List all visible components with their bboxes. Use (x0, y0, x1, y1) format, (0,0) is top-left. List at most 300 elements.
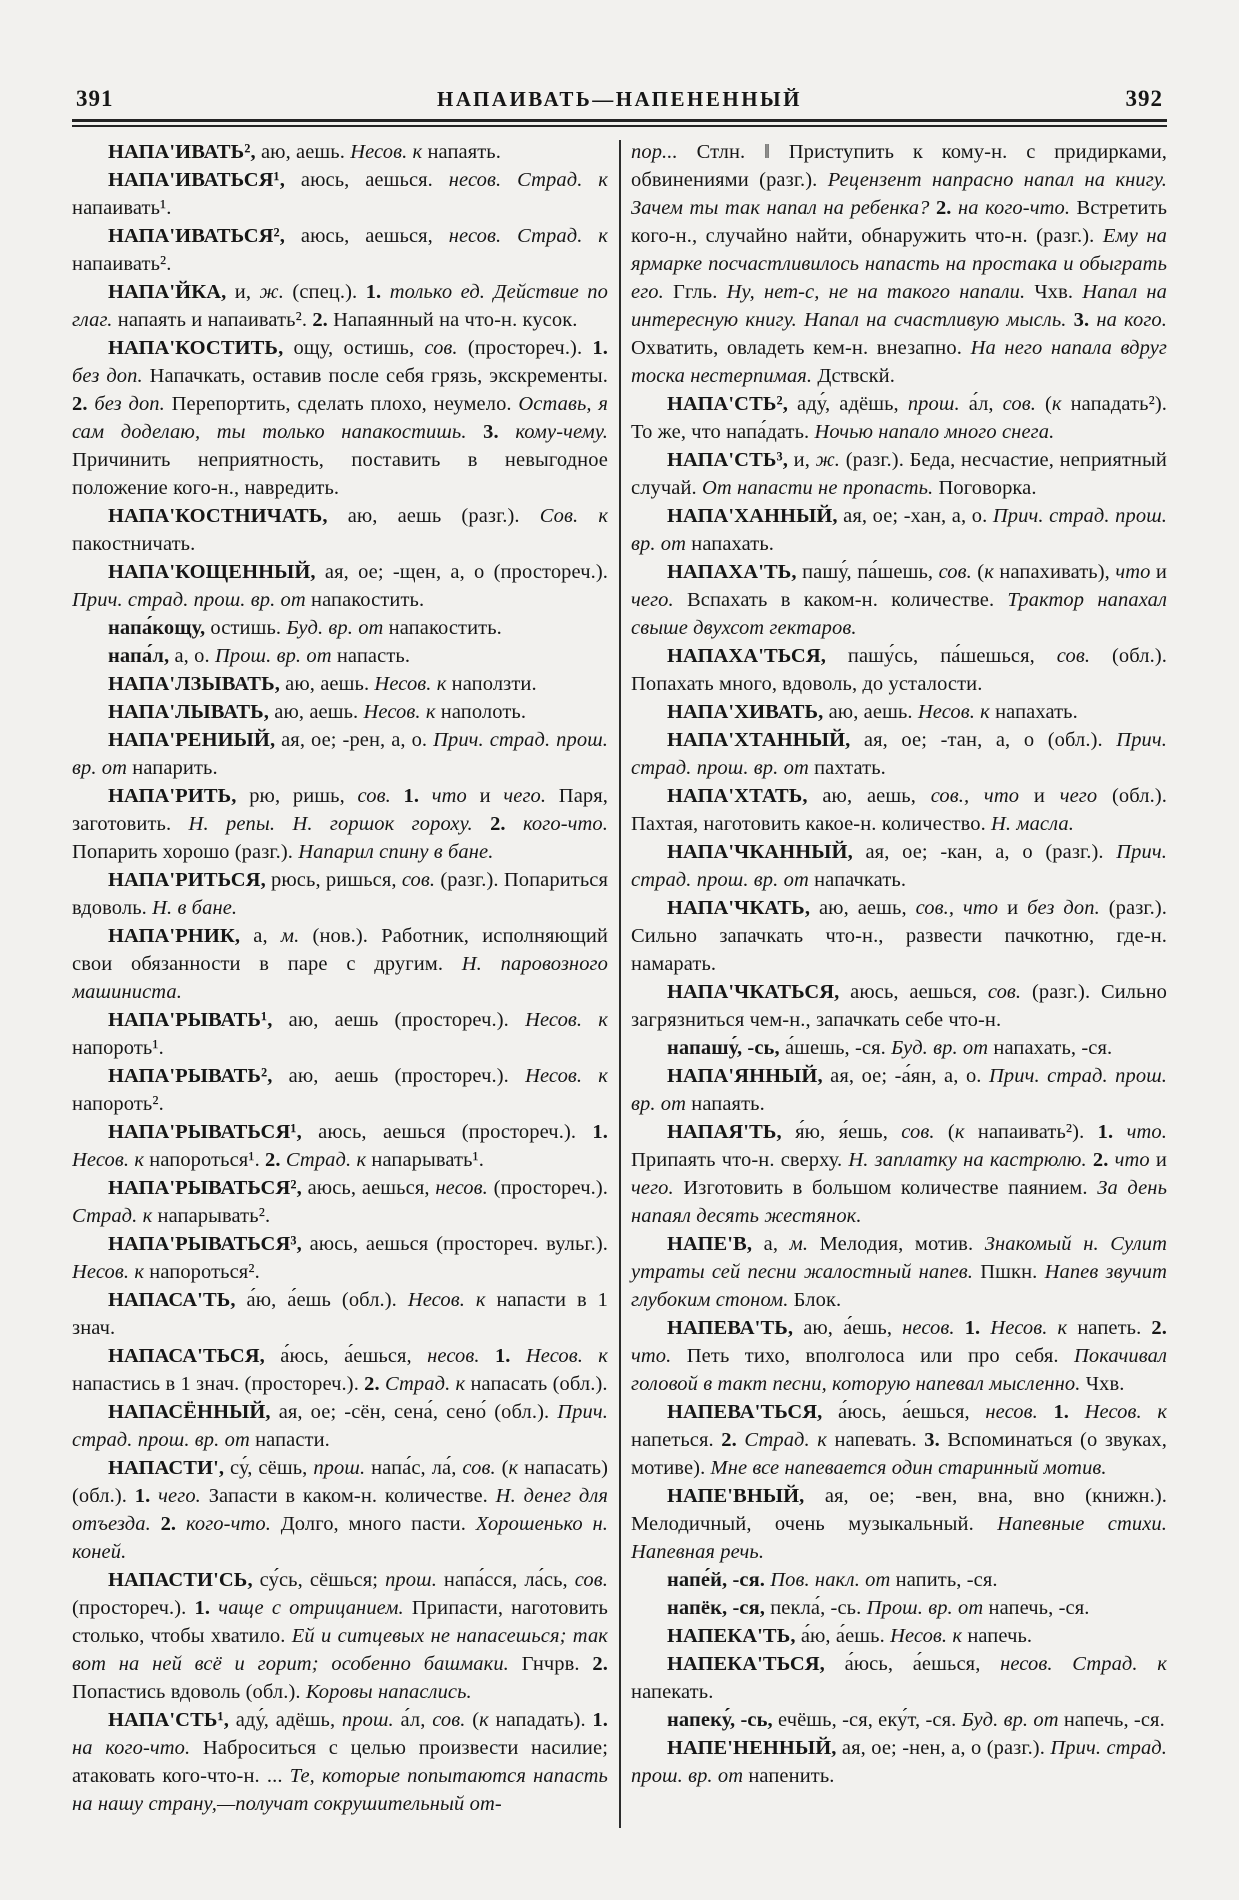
text-segment: аю, аешь (простореч.). (288, 1009, 526, 1031)
text-segment: напарывать². (157, 1205, 271, 1227)
text-segment: и, (234, 281, 260, 303)
text-segment: Прич. страд. прош. вр. от (631, 841, 1167, 891)
text-segment: Сов. к (539, 505, 609, 527)
dictionary-entry (631, 1594, 1167, 1622)
text-segment: ( (1044, 393, 1052, 415)
text-segment: остишь. (210, 617, 287, 639)
text-segment: Вспахать в каком-н. количестве. (687, 589, 1008, 611)
entry-headword: НАПА'КОСТНИЧАТЬ, (108, 505, 348, 527)
dictionary-entry (72, 1118, 608, 1174)
text-segment: напасать) (обл.). (72, 1457, 608, 1507)
dictionary-entry (631, 390, 1167, 446)
dictionary-entry (72, 670, 608, 698)
text-segment: напа́с, ла́, (371, 1457, 463, 1479)
text-segment: напечь, -ся. (988, 1597, 1090, 1619)
text-segment: Несов. к (407, 1289, 497, 1311)
text-segment: а́юсь, а́ешься, (838, 1401, 986, 1423)
text-segment: ( (472, 1709, 480, 1731)
entry-headword: НАПЕ'ВНЫЙ, (667, 1485, 825, 1507)
text-segment: аюсь, аешься, (850, 981, 988, 1003)
entry-headword: НАПА'СТЬ², (667, 393, 798, 415)
text-segment: 2. (935, 197, 958, 219)
text-segment: сов., что (930, 785, 1034, 807)
entry-headword: НАПА'ХТАННЫЙ, (667, 729, 864, 751)
text-segment: Попарить хорошо (разг.). (72, 841, 299, 863)
text-segment: Долго, много пасти. (280, 1513, 476, 1535)
text-segment: Буд. вр. от (286, 617, 389, 639)
text-segment: сов. (401, 869, 441, 891)
text-segment: напасать (обл.). (470, 1373, 608, 1395)
text-segment: к (479, 1709, 496, 1731)
entry-headword: НАПА'ЧКАТЬ, (667, 897, 819, 919)
text-segment: а́л, (400, 1709, 433, 1731)
dictionary-entry (631, 446, 1167, 502)
column-left (72, 138, 608, 1828)
text-segment: Несов. к (917, 701, 996, 723)
text-segment: Прош. вр. от (866, 1597, 989, 1619)
text-segment: а́л, (968, 393, 1003, 415)
text-segment: Встретить кого-н., случайно найти, обнаружить что-н. (разг.). (631, 197, 1167, 247)
text-segment: ж. (815, 449, 846, 471)
text-segment: аду́, адёшь, (797, 393, 908, 415)
text-segment: пакостничать. (72, 533, 196, 555)
dictionary-entry (72, 614, 608, 642)
text-segment: Напаянный на что-н. кусок. (333, 309, 578, 331)
text-segment: ая, ое; -а́ян, а, о. (830, 1065, 989, 1087)
entry-headword: НАПА'РЫВАТЬСЯ², (108, 1177, 308, 1199)
text-segment: 1. (592, 1709, 608, 1731)
text-segment: аюсь, аешься, (307, 1177, 436, 1199)
text-segment: чего. (503, 785, 559, 807)
dictionary-entry (72, 922, 608, 1006)
text-segment: аюсь, аешься. (300, 169, 449, 191)
text-segment: 1. (194, 1597, 219, 1619)
dictionary-entry (72, 1454, 608, 1566)
entry-headword: НАПА'РИТЬСЯ, (108, 869, 272, 891)
text-segment: Н. паровозного машиниста. (72, 953, 608, 1003)
entry-headword: НАПА'ИВАТЬСЯ¹, (108, 169, 301, 191)
text-segment: ая, ое; -вен, вна, вно (книжн.). Мелодичный, очень музыкальный. (631, 1485, 1167, 1535)
text-segment: Ей и ситцевых не напасешься; так вот на ней всё и горит; особенно башмаки. (72, 1625, 608, 1675)
text-segment: напороть². (72, 1093, 164, 1115)
text-segment: напаять. (691, 1093, 765, 1115)
dictionary-entry (631, 1314, 1167, 1398)
text-segment: что. (1126, 1121, 1167, 1143)
dictionary-entry (631, 138, 1167, 390)
dictionary-entry (72, 1398, 608, 1454)
text-segment: чего. (631, 1177, 684, 1199)
dictionary-entry (72, 1566, 608, 1706)
dictionary-entry (631, 894, 1167, 978)
entry-headword: НАПАСТИ'СЬ, (108, 1569, 260, 1591)
text-segment: напасти. (255, 1429, 330, 1451)
text-segment: Паря, заготовить. (72, 785, 609, 835)
text-segment: (простореч.). (493, 1177, 609, 1199)
entry-headword: НАПА'ИВАТЬСЯ², (108, 225, 301, 247)
text-segment: аюсь, аешься (простореч.). (318, 1121, 593, 1143)
text-segment: чего (1059, 785, 1112, 807)
text-segment: и (479, 785, 504, 807)
text-segment: ( (947, 1121, 955, 1143)
dictionary-entry (631, 978, 1167, 1034)
text-segment: напаивать¹. (72, 197, 172, 219)
entry-headword: НАПА'ИВАТЬ², (108, 141, 261, 163)
text-segment: (простореч.). (72, 1597, 195, 1619)
entry-headword: НАПА'ЯННЫЙ, (667, 1065, 831, 1087)
text-segment: (спец.). (292, 281, 366, 303)
text-segment: аю, а́ешь, (803, 1317, 903, 1339)
dictionary-entry (72, 138, 608, 166)
text-columns (72, 138, 1167, 1828)
text-segment: несов. Страд. к (448, 225, 608, 247)
text-segment: Ему на ярмарке посчастливилось напасть на простака и обыграть его. (631, 225, 1167, 303)
entry-headword: НАПА'ЙКА, (108, 281, 235, 303)
text-segment: Прич. страд. прош. вр. от (631, 505, 1167, 555)
dictionary-entry (72, 166, 608, 222)
text-segment: Несов. к (525, 1065, 608, 1087)
dictionary-entry (631, 1398, 1167, 1482)
text-segment: прош. (385, 1569, 444, 1591)
entry-headword: НАПА'ХАННЫЙ, (667, 505, 844, 527)
text-segment: напасти в 1 знач. (72, 1289, 608, 1339)
text-segment: напачкать. (814, 869, 907, 891)
text-segment: прош. (313, 1457, 372, 1479)
text-segment: кого-что. (185, 1513, 281, 1535)
text-segment: прош. (907, 393, 969, 415)
header-rule (72, 119, 1167, 127)
entry-headword: НАПЕВА'ТЬ, (667, 1317, 804, 1339)
text-segment: на кого-что. (958, 197, 1077, 219)
text-segment: Поговорка. (938, 477, 1037, 499)
text-segment: 2. (592, 1653, 608, 1675)
text-segment: 2. (721, 1429, 745, 1451)
dictionary-entry (631, 1734, 1167, 1790)
text-segment: аю, аешь (простореч.). (288, 1065, 526, 1087)
dictionary-entry (72, 726, 608, 782)
text-segment: Прич. страд. прош. вр. от (631, 1737, 1167, 1787)
text-segment: 1. (365, 281, 390, 303)
entry-headword: НАПА'ХИВАТЬ, (667, 701, 829, 723)
dictionary-entry (631, 698, 1167, 726)
text-segment: Прич. страд. прош. вр. от (72, 729, 608, 779)
text-segment: напарить. (132, 757, 218, 779)
entry-headword: напёк, -ся, (667, 1597, 771, 1619)
text-segment: к (508, 1457, 525, 1479)
text-segment: Напевные стихи. Напевная речь. (631, 1513, 1167, 1563)
dictionary-entry (631, 502, 1167, 558)
text-segment: Изготовить в большом количестве паянием. (683, 1177, 1098, 1199)
entry-headword: напе́й, -ся. (667, 1569, 771, 1591)
text-segment: 1. (494, 1345, 526, 1367)
text-segment: м. (280, 925, 313, 947)
entry-headword: НАПА'ЛЫВАТЬ, (108, 701, 275, 723)
entry-headword: НАПАСА'ТЬСЯ, (108, 1345, 281, 1367)
text-segment: только ед. Действие по глаг. (72, 281, 608, 331)
text-segment: Дствскй. (817, 365, 895, 387)
text-segment: Запасти в каком-н. количестве. (208, 1485, 496, 1507)
dictionary-entry (72, 1062, 608, 1118)
text-segment: Мелодия, мотив. (819, 1233, 985, 1255)
text-segment: сов. (1002, 393, 1045, 415)
text-segment: ая, ое; -щен, а, о (простореч.). (324, 561, 609, 583)
text-segment: сов. (462, 1457, 502, 1479)
entry-headword: НАПАЯ'ТЬ, (667, 1121, 796, 1143)
text-segment: (разг.). Беда, несчастие, неприятный случай. (631, 449, 1167, 499)
text-segment: к (1051, 393, 1071, 415)
text-segment: сов., что (915, 897, 1008, 919)
entry-headword: НАПА'РЫВАТЬСЯ³, (108, 1233, 310, 1255)
text-segment: и, (793, 449, 816, 471)
text-segment: напакостить. (311, 589, 425, 611)
text-segment: Блок. (793, 1289, 842, 1311)
text-segment: пекла́, -сь. (770, 1597, 867, 1619)
text-segment: (разг.). Попариться вдоволь. (72, 869, 608, 919)
text-segment: напороть¹. (72, 1037, 164, 1059)
text-segment: Рецензент напрасно напал на книгу. Зачем ты так напал на ребенка? (631, 169, 1167, 219)
text-segment: сов. (901, 1121, 948, 1143)
text-segment: 1. (403, 785, 432, 807)
text-segment: на кого. (1096, 309, 1167, 331)
text-segment: кому-чему. (515, 421, 608, 443)
dictionary-entry (631, 1566, 1167, 1594)
text-segment: ая, ое; -рен, а, о. (281, 729, 434, 751)
text-segment: рюсь, ришься, (271, 869, 402, 891)
text-segment: наполоть. (440, 701, 527, 723)
column-right (631, 138, 1167, 1828)
text-segment: 2. (1092, 1149, 1115, 1171)
dictionary-entry (631, 726, 1167, 782)
text-segment: без доп. (94, 393, 172, 415)
text-segment: аю, аешь. (274, 701, 364, 723)
text-segment: напахивать), (999, 561, 1116, 583)
text-segment: 1. (134, 1485, 159, 1507)
text-segment: Коровы напаслись. (305, 1681, 472, 1703)
text-segment: Буд. вр. от (891, 1037, 994, 1059)
text-segment: несов. Страд. к (448, 169, 608, 191)
text-segment: Хорошенько н. коней. (72, 1513, 609, 1563)
entry-headword: НАПЕКА'ТЬСЯ, (667, 1653, 845, 1675)
dictionary-entry (631, 1650, 1167, 1706)
text-segment: Прич. страд. прош. вр. от (72, 589, 312, 611)
entry-headword: НАПЕВА'ТЬСЯ, (667, 1401, 838, 1423)
entry-headword: напа́кощу, (108, 617, 211, 639)
text-segment: Страд. к (72, 1205, 158, 1227)
text-segment: 2. (1151, 1317, 1167, 1339)
text-segment: прош. (341, 1709, 401, 1731)
text-segment: сов. (424, 337, 468, 359)
text-segment: несов. (435, 1177, 494, 1199)
text-segment: Чхв. (1085, 1373, 1125, 1395)
text-segment: напекать. (631, 1681, 714, 1703)
text-segment: Прич. страд. прош. вр. от (631, 729, 1167, 779)
text-segment: пашу́сь, па́шешься, (847, 645, 1057, 667)
text-segment: напарывать¹. (371, 1149, 485, 1171)
text-segment: а́юсь, а́ешься, (844, 1653, 1001, 1675)
text-segment: напечь. (967, 1625, 1033, 1647)
text-segment: Петь тихо, вполголоса или про себя. (686, 1345, 1074, 1367)
text-segment: напа́сся, ла́сь, (443, 1569, 575, 1591)
text-segment: (простореч.). (467, 337, 593, 359)
text-segment: напеться. (631, 1429, 722, 1451)
text-segment: а, (763, 1233, 790, 1255)
entry-headword: напа́л, (108, 645, 175, 667)
text-segment: ( (501, 1457, 509, 1479)
entry-headword: НАПА'РИТЬ, (108, 785, 250, 807)
text-segment: напенить. (748, 1765, 835, 1787)
text-segment: без доп. (72, 365, 150, 387)
text-segment: (нов.). Работник, исполняющий свои обязанности в паре с другим. (72, 925, 608, 975)
dictionary-entry (72, 278, 608, 334)
text-segment: Прош. вр. от (214, 645, 337, 667)
page-number-right: 392 (1125, 86, 1163, 111)
entry-headword: НАПА'ЧКАННЫЙ, (667, 841, 866, 863)
text-segment: Пов. накл. от (770, 1569, 896, 1591)
text-segment: аю, аешь, (822, 785, 931, 807)
text-segment: Чхв. (1034, 281, 1083, 303)
running-head: НАПАИВАТЬ—НАПЕНЕННЫЙ (437, 87, 802, 111)
text-segment: Те, которые попытаются напасть на нашу страну,—получат сокрушительный от- (72, 1765, 608, 1815)
entry-headword: НАПА'ЧКАТЬСЯ, (667, 981, 851, 1003)
text-segment: аюсь, аешься, (300, 225, 449, 247)
page-header (0, 0, 1239, 112)
entry-headword: НАПА'СТЬ³, (667, 449, 794, 471)
dictionary-entry (72, 558, 608, 614)
dictionary-entry (631, 782, 1167, 838)
text-segment: напасть. (336, 645, 411, 667)
entry-headword: НАПА'ХТАТЬ, (667, 785, 823, 807)
text-segment: Припаять что-н. сверху. (631, 1149, 849, 1171)
text-segment: За день напаял десять жестянок. (631, 1177, 1167, 1227)
text-segment: Н. заплатку на кастрюлю. (848, 1149, 1093, 1171)
text-segment: Трактор напахал свыше двухсот гектаров. (631, 589, 1167, 639)
text-segment: сов. (357, 785, 404, 807)
text-segment: Несов. к (350, 141, 428, 163)
text-segment: Охватить, овладеть кем-н. внезапно. (631, 337, 971, 359)
text-segment: несов. Страд. к (1000, 1653, 1167, 1675)
text-segment: напакостить. (388, 617, 502, 639)
dictionary-entry (72, 866, 608, 922)
text-segment: сов. (432, 1709, 473, 1731)
text-segment: и (1155, 1149, 1167, 1171)
entry-headword: НАПА'КОСТИТЬ, (108, 337, 294, 359)
text-segment: Страд. к (285, 1149, 372, 1171)
dictionary-entry (72, 334, 608, 502)
text-segment: сов. (987, 981, 1032, 1003)
text-segment: аю, аешь (разг.). (347, 505, 540, 527)
text-segment: сов. (1056, 645, 1112, 667)
text-segment: Напачкать, оставив после себя грязь, экскременты. (149, 365, 608, 387)
entry-headword: НАПА'КОЩЕННЫЙ, (108, 561, 325, 583)
text-segment: напевать. (834, 1429, 925, 1451)
text-segment: Несов. к (890, 1625, 968, 1647)
text-segment: (разг.). Сильно запачкать что-н., развести пачкотню, где-н. намарать. (631, 897, 1167, 975)
text-segment: чаще с отрицанием. (218, 1597, 412, 1619)
dictionary-entry (72, 222, 608, 278)
text-segment: Несов. к (525, 1345, 608, 1367)
page-number-left: 391 (76, 86, 114, 111)
dictionary-entry (631, 1482, 1167, 1566)
text-segment: пор... (631, 141, 697, 163)
text-segment: напеть. (1077, 1317, 1152, 1339)
entry-headword: НАПЕ'В, (667, 1233, 764, 1255)
text-segment: и (1033, 785, 1060, 807)
dictionary-entry (72, 1174, 608, 1230)
text-segment: сов. (574, 1569, 608, 1591)
text-segment: пахтать. (814, 757, 886, 779)
text-segment: напаять и напаивать². (117, 309, 313, 331)
text-segment: я́ю, я́ешь, (795, 1121, 902, 1143)
text-segment: что (1115, 561, 1156, 583)
text-segment: Ночью напало много снега. (814, 421, 1055, 443)
text-segment: 2. (312, 309, 334, 331)
text-segment: 2. (490, 813, 523, 835)
entry-headword: НАПА'РЫВАТЬ¹, (108, 1009, 289, 1031)
text-segment: нападать²). То же, что напа́дать. (631, 393, 1167, 443)
text-segment: несов. (427, 1345, 495, 1367)
text-segment: напаять. (427, 141, 501, 163)
text-segment: Покачивал головой в такт песни, которую напевал мысленно. (631, 1345, 1167, 1395)
text-segment: аду́, адёшь, (235, 1709, 342, 1731)
entry-headword: НАПАСТИ', (108, 1457, 231, 1479)
text-segment: Попастись вдоволь (обл.). (72, 1681, 306, 1703)
text-segment: Н. масла. (991, 813, 1074, 835)
text-segment: напахать. (995, 701, 1078, 723)
text-segment: нападать). (495, 1709, 593, 1731)
text-segment: Страд. к (384, 1373, 471, 1395)
text-segment: (обл.). Пахтая, наготовить какое-н. количество. (631, 785, 1167, 835)
text-segment: а́ю, а́ешь (обл.). (246, 1289, 408, 1311)
text-segment: к (954, 1121, 978, 1143)
text-segment: рю, ришь, (249, 785, 358, 807)
text-segment: а́юсь, а́ешься, (280, 1345, 428, 1367)
text-segment: На него напала вдруг тоска нестерпимая. (631, 337, 1167, 387)
text-segment: Несов. к (363, 701, 441, 723)
text-segment: напечь, -ся. (1063, 1709, 1165, 1731)
text-segment: ая, ое; -кан, а, о (разг.). (865, 841, 1117, 863)
text-segment: напастись в 1 знач. (простореч.). (72, 1373, 365, 1395)
entry-headword: напеку́, -сь, (667, 1709, 778, 1731)
text-segment: а́ю, а́ешь. (800, 1625, 891, 1647)
column-divider-rule (619, 140, 621, 1828)
text-segment: напороться². (149, 1261, 260, 1283)
text-segment: ая, ое; -нен, а, о (разг.). (841, 1737, 1051, 1759)
dictionary-entry (72, 698, 608, 726)
text-segment: что (431, 785, 480, 807)
text-segment: 3. (483, 421, 516, 443)
text-segment: сов. (938, 561, 978, 583)
text-segment: к (984, 561, 1000, 583)
entry-headword: НАПАХА'ТЬ, (667, 561, 803, 583)
text-segment: м. (789, 1233, 820, 1255)
text-segment: От напасти не пропасть. (702, 477, 939, 499)
dictionary-entry (72, 1342, 608, 1398)
text-segment: Наброситься с целью произвести насилие; атаковать кого-что-н. ... (72, 1737, 608, 1787)
text-segment: ая, ое; -сён, сена́, сено́ (обл.). (278, 1401, 558, 1423)
text-segment: ( (977, 561, 985, 583)
entry-headword: НАПЕ'НЕННЫЙ, (667, 1737, 842, 1759)
text-segment: а, о. (174, 645, 215, 667)
text-segment: Причинить неприятность, поставить в невыгодное положение кого-н., навредить. (72, 449, 608, 499)
text-segment: 3. (924, 1429, 948, 1451)
text-segment: и (1007, 897, 1028, 919)
entry-headword: напашу́, -сь, (667, 1037, 785, 1059)
dictionary-entry (72, 1286, 608, 1342)
text-segment: Несов. к (525, 1009, 608, 1031)
dictionary-entry (72, 502, 608, 558)
entry-headword: НАПА'ЛЗЫВАТЬ, (108, 673, 286, 695)
text-segment: Несов. к (990, 1317, 1078, 1339)
text-segment: Несов. к (374, 673, 452, 695)
